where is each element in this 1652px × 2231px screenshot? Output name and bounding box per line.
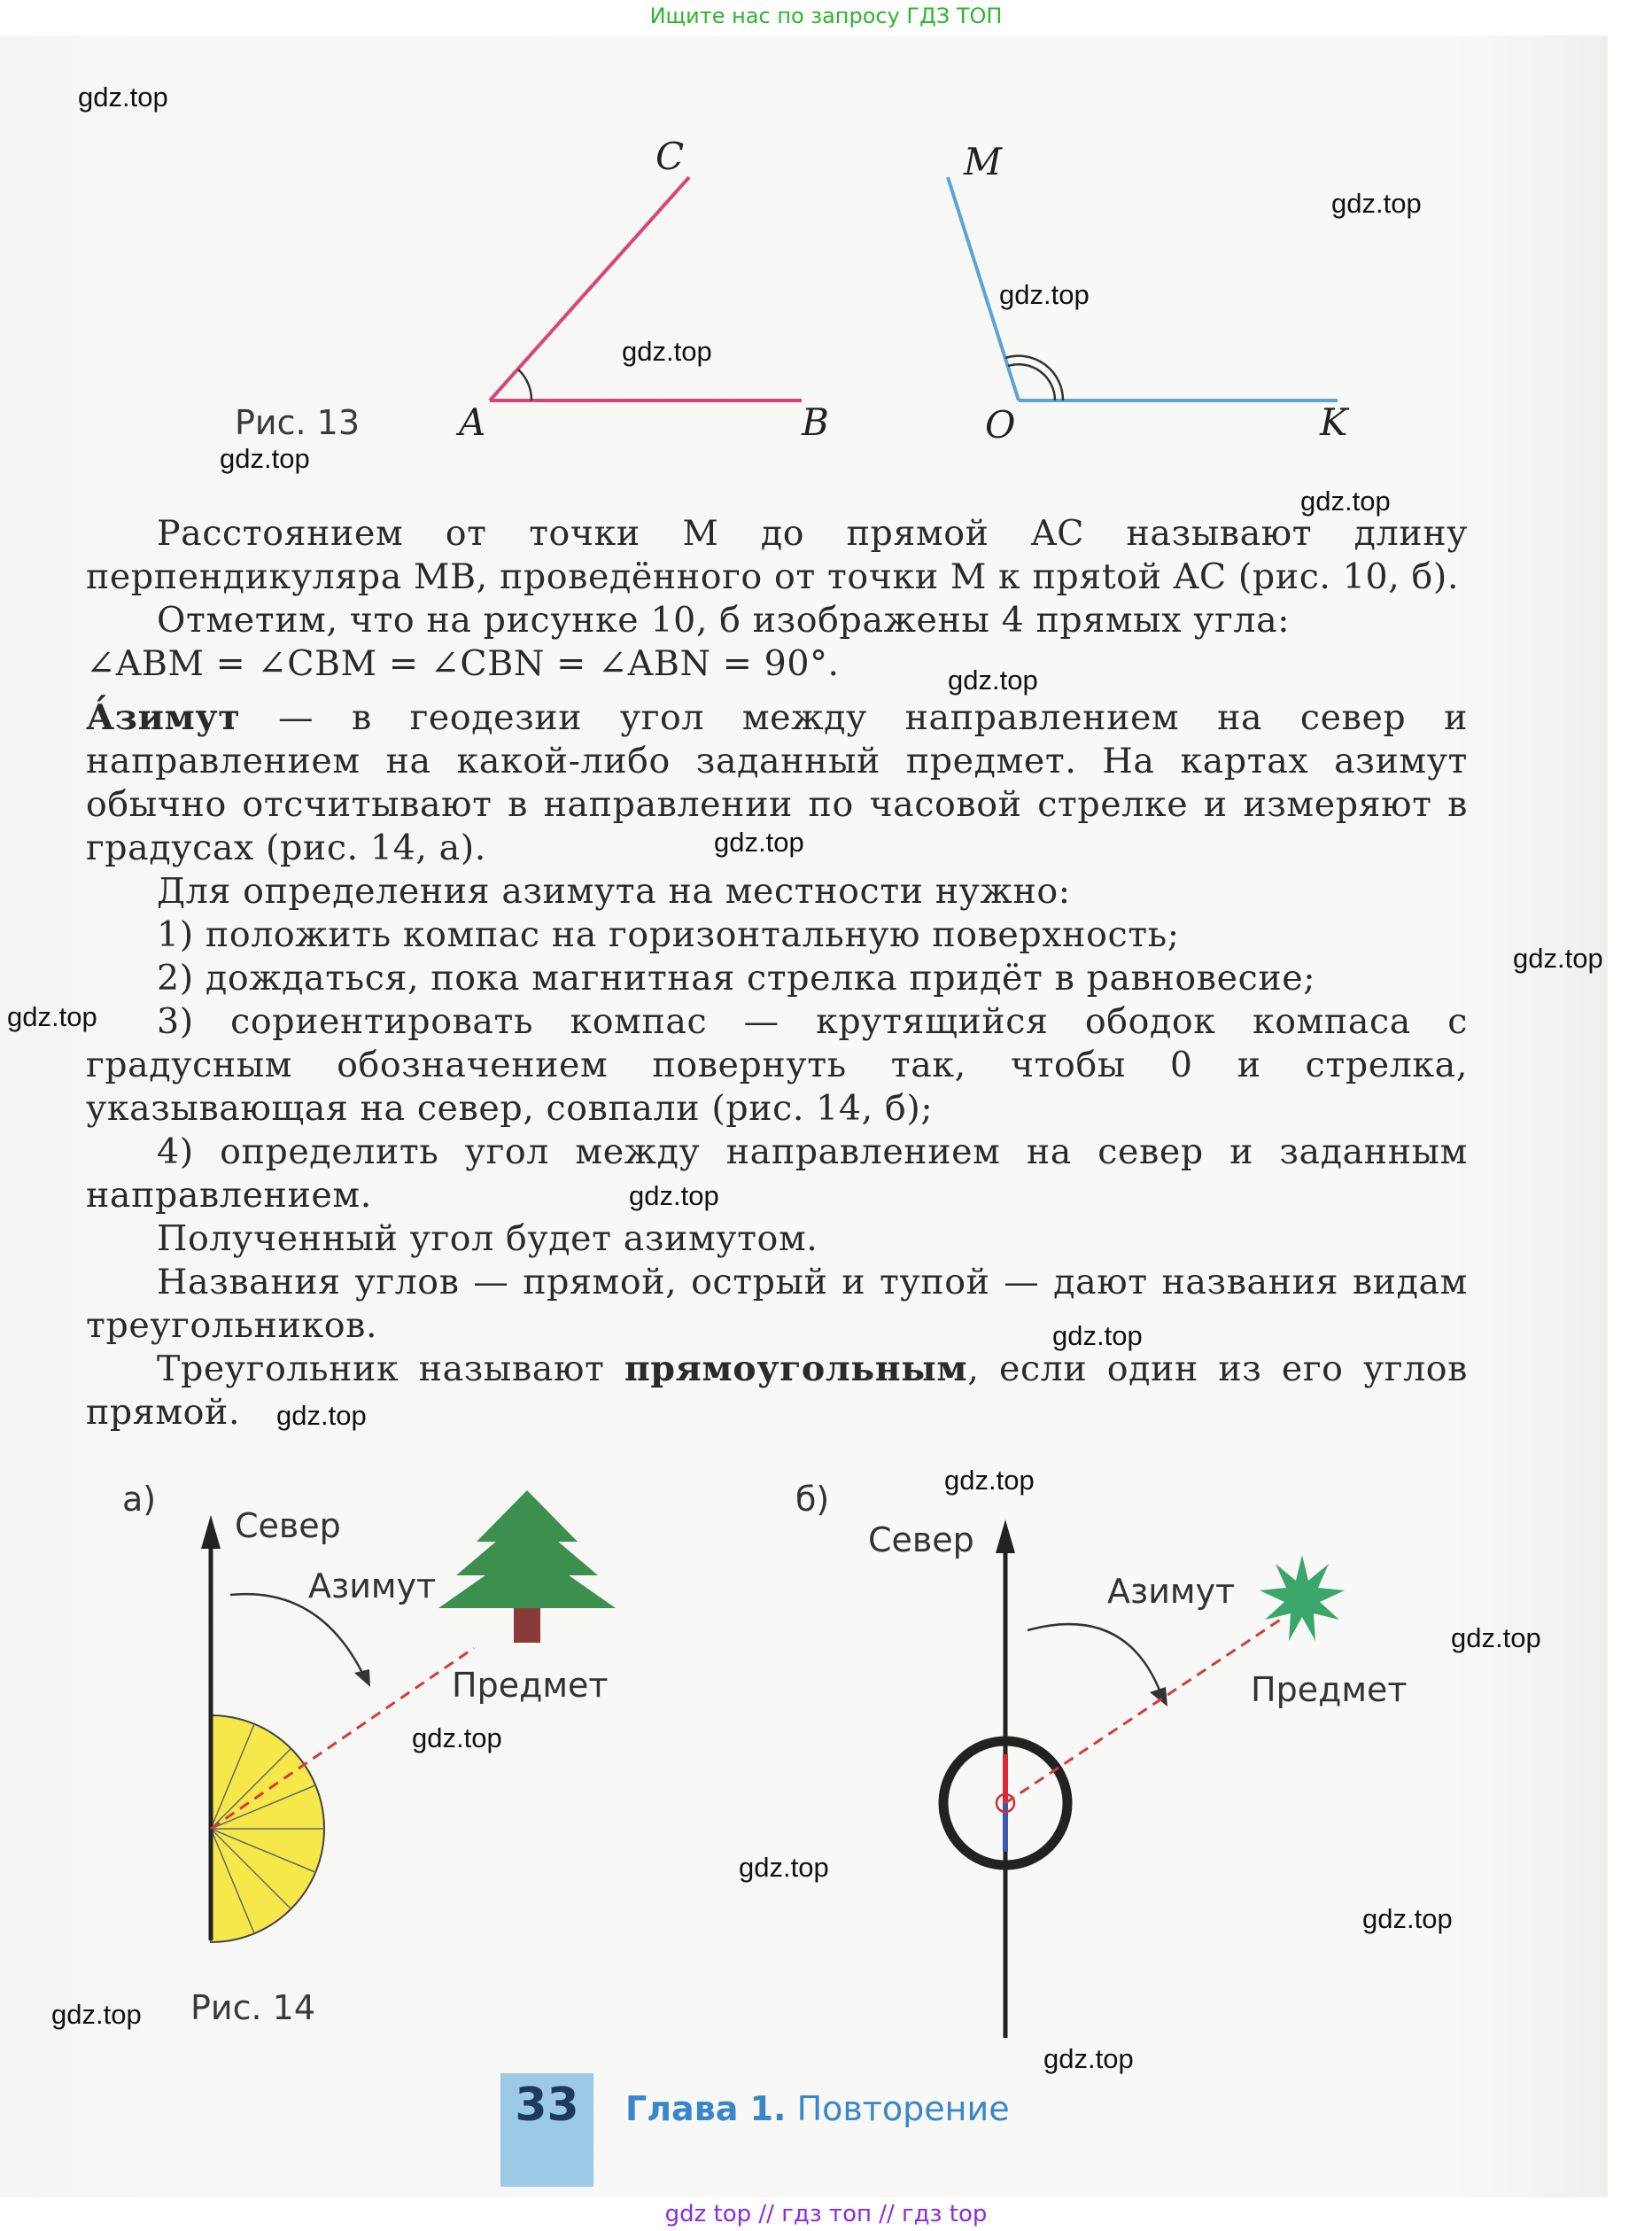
watermark: gdz.top: [1043, 2043, 1134, 2074]
watermark: gdz.top: [1300, 486, 1391, 517]
watermark: gdz.top: [1513, 943, 1603, 974]
watermark: gdz.top: [999, 279, 1090, 310]
north-label-b: Север: [868, 1520, 974, 1559]
chapter-label: Глава 1.: [625, 2089, 787, 2128]
step-4: 4) определить угол между направлением на север и заданным направлением.: [86, 1131, 1468, 1216]
figure-14b-label: б): [795, 1480, 830, 1519]
direction-line-b: [1005, 1617, 1284, 1803]
star-icon: [1260, 1555, 1345, 1641]
object-label-a: Предмет: [452, 1666, 609, 1705]
watermark: gdz.top: [629, 1180, 719, 1211]
north-label-a: Север: [235, 1506, 341, 1545]
watermark: gdz.top: [1052, 1320, 1143, 1351]
right-triangle-post: , если один из его углов прямой.: [86, 1349, 1469, 1433]
paragraph-distance: Расстоянием от точки M до прямой AC называют длину перпендикуляра MB, проведённого от точки M к пряtой AC (рис. 10, б).: [86, 513, 1468, 597]
watermark: gdz.top: [51, 1999, 142, 2030]
step-2: 2) дождаться, пока магнитная стрелка придёт в равновесие;: [157, 958, 1316, 999]
figure-14-caption: Рис. 14: [190, 1988, 316, 2027]
azimuth-label-b: Азимут: [1107, 1572, 1236, 1611]
bottom-banner[interactable]: gdz top // гдз топ // гдз top: [664, 2201, 988, 2227]
watermark: gdz.top: [714, 827, 804, 858]
watermark: gdz.top: [78, 82, 168, 113]
figure-14: [0, 1471, 1652, 2038]
azimuth-label-a: Азимут: [308, 1566, 437, 1605]
figure-14a: [201, 1490, 616, 1942]
azimuth-arc-a: [230, 1594, 363, 1675]
label-c: C: [655, 135, 685, 178]
watermark: gdz.top: [1451, 1622, 1541, 1653]
top-banner[interactable]: Ищите нас по запросу ГДЗ ТОП: [649, 4, 1003, 28]
watermark: gdz.top: [7, 1001, 97, 1032]
figure-14a-label: а): [122, 1480, 157, 1519]
tree-icon: [438, 1490, 616, 1643]
chapter-heading: [625, 2089, 1010, 2128]
watermark: gdz.top: [412, 1722, 502, 1753]
figure-13-caption: Рис. 13: [235, 403, 361, 442]
watermark: gdz.top: [1362, 1903, 1453, 1934]
watermark: gdz.top: [944, 1465, 1035, 1496]
label-m: M: [964, 140, 1003, 183]
chapter-title: Повторение: [796, 2089, 1010, 2128]
watermark: gdz.top: [739, 1852, 829, 1883]
label-k: K: [1320, 400, 1348, 444]
watermark: gdz.top: [948, 665, 1038, 696]
paragraph-angle-names: Названия углов — прямой, острый и тупой — дают названия видам треугольников.: [86, 1262, 1468, 1346]
term-azimuth: А́зимут: [86, 697, 241, 738]
right-triangle-pre: Треугольник называют: [157, 1349, 624, 1389]
page-number: 33: [515, 2079, 579, 2132]
object-label-b: Предмет: [1251, 1670, 1408, 1709]
watermark: gdz.top: [276, 1400, 367, 1431]
label-a: A: [459, 400, 486, 444]
azimuth-arc-b: [1028, 1624, 1160, 1692]
step-3: 3) сориентировать компас — крутящийся ободок компаса с градусным обозначением повернуть так, чтобы 0 и стрелка, указывающая на север, совпали (рис. 14, б);: [86, 1001, 1468, 1129]
watermark: gdz.top: [622, 336, 712, 367]
paragraph-right-angles: Отметим, что на рисунке 10, б изображены 4 прямых угла:: [157, 600, 1291, 641]
term-right-triangle: прямоугольным: [624, 1349, 968, 1389]
watermark: gdz.top: [1331, 188, 1422, 219]
azimuth-definition: — в геодезии угол между направлением на север и направлением на какой-либо заданный предмет. На картах азимут обычно отсчитывают в направлении по часовой стрелке и измеряют в градусах (рис. 14, а).: [86, 697, 1468, 868]
step-1: 1) положить компас на горизонтальную поверхность;: [157, 914, 1180, 955]
label-o: O: [985, 403, 1016, 447]
watermark: gdz.top: [220, 443, 310, 474]
paragraph-result: Полученный угол будет азимутом.: [157, 1218, 818, 1259]
angle-equation: ∠ABM = ∠CBM = ∠CBN = ∠ABN = 90°.: [86, 643, 840, 684]
paragraph-steps-intro: Для определения азимута на местности нужно:: [157, 871, 1071, 912]
label-b: B: [802, 400, 829, 444]
body-text: [86, 512, 1468, 1434]
